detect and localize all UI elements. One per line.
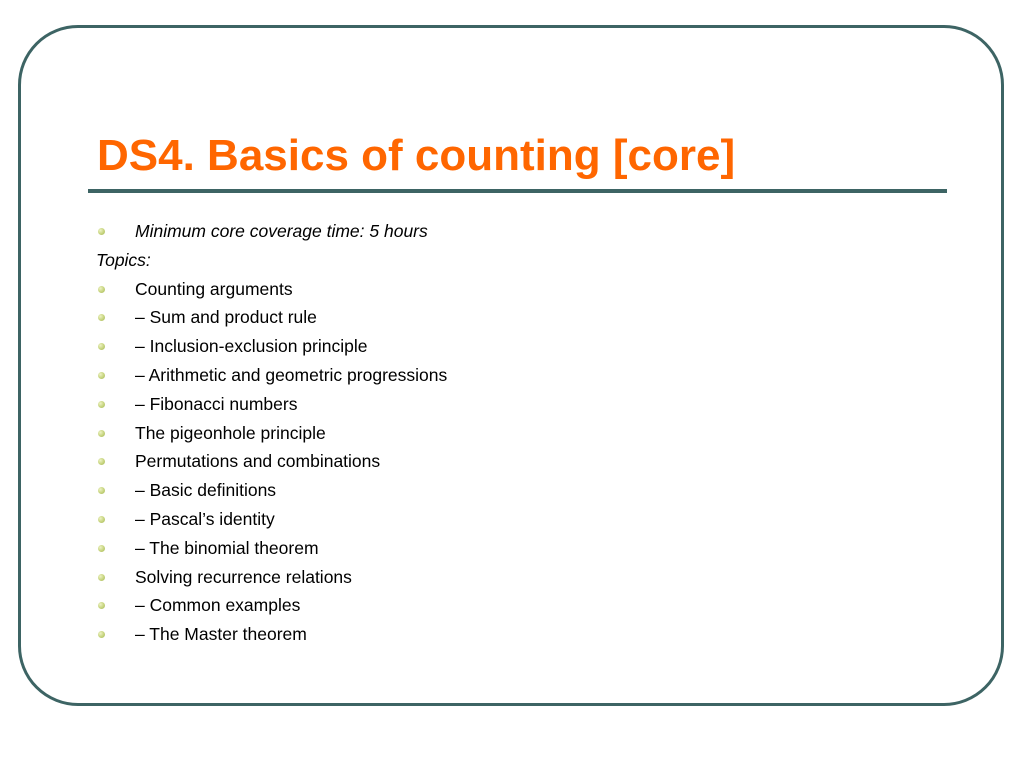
list-item-text: – Arithmetic and geometric progressions xyxy=(135,364,448,385)
bullet-icon xyxy=(98,458,105,465)
topic-list xyxy=(96,217,916,649)
bullet-icon xyxy=(98,631,105,638)
list-item xyxy=(96,534,916,563)
list-item-text: – Basic definitions xyxy=(135,480,277,501)
bullet-icon xyxy=(98,401,105,408)
list-item-text: Topics: xyxy=(96,249,151,270)
list-item xyxy=(96,505,916,534)
bullet-icon xyxy=(98,574,105,581)
bullet-icon xyxy=(98,343,105,350)
list-item-text: Solving recurrence relations xyxy=(135,566,352,587)
list-item-text: – Common examples xyxy=(135,595,301,616)
bullet-icon xyxy=(98,372,105,379)
list-item-text: – Inclusion-exclusion principle xyxy=(135,336,368,357)
list-item xyxy=(96,447,916,476)
slide-title: DS4. Basics of counting [core] xyxy=(97,131,736,180)
list-item-text: – Pascal’s identity xyxy=(135,508,275,529)
list-item xyxy=(96,476,916,505)
list-item-text: – Sum and product rule xyxy=(135,307,317,328)
list-item xyxy=(96,217,916,246)
bullet-icon xyxy=(98,314,105,321)
list-item xyxy=(96,390,916,419)
list-item-text: Counting arguments xyxy=(135,278,293,299)
list-item-text: – The Master theorem xyxy=(135,624,307,645)
bullet-icon xyxy=(98,430,105,437)
list-item-text: The pigeonhole principle xyxy=(135,422,326,443)
list-item xyxy=(96,332,916,361)
list-item-text: Permutations and combinations xyxy=(135,451,381,472)
list-item xyxy=(96,275,916,304)
list-item xyxy=(96,563,916,592)
bullet-icon xyxy=(98,516,105,523)
list-item-text: – The binomial theorem xyxy=(135,537,319,558)
bullet-icon xyxy=(98,487,105,494)
list-item xyxy=(96,303,916,332)
list-item xyxy=(96,246,916,275)
title-divider xyxy=(88,189,947,193)
list-item xyxy=(96,419,916,448)
bullet-icon xyxy=(98,602,105,609)
bullet-icon xyxy=(98,545,105,552)
list-item xyxy=(96,620,916,649)
bullet-icon xyxy=(98,286,105,293)
list-item-text: Minimum core coverage time: 5 hours xyxy=(135,221,428,241)
list-item xyxy=(96,591,916,620)
list-item xyxy=(96,361,916,390)
list-item-text: – Fibonacci numbers xyxy=(135,393,298,414)
bullet-icon xyxy=(98,228,105,235)
